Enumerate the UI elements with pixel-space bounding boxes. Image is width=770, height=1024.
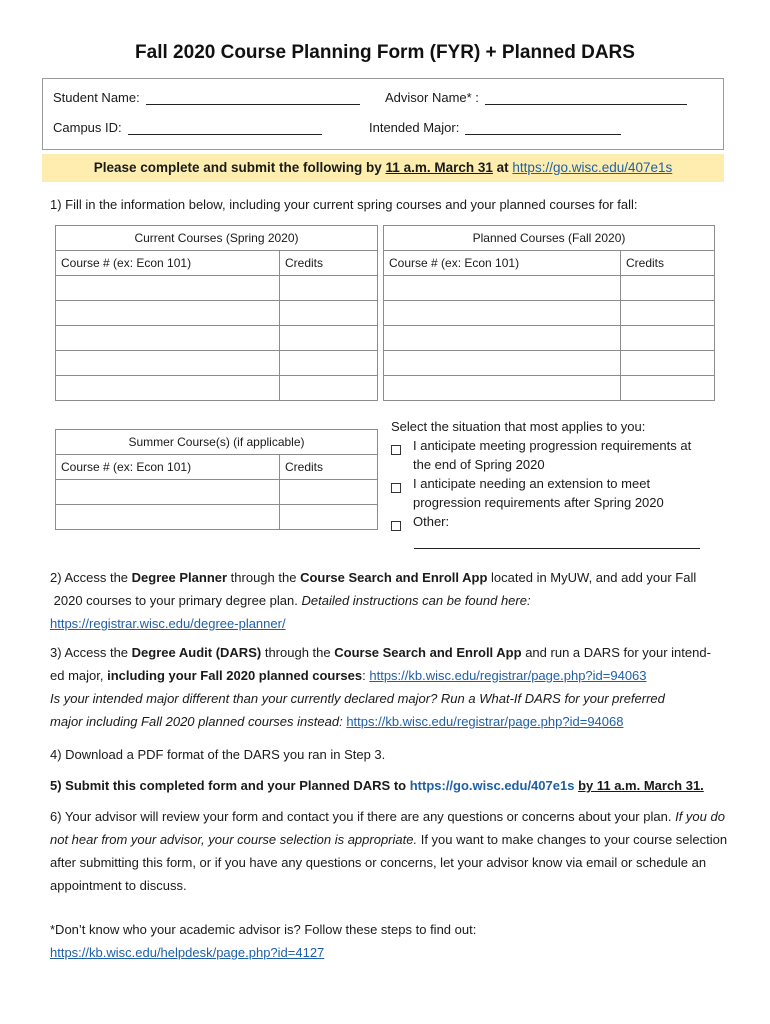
situation-option-1[interactable]: I anticipate meeting progression requirements at the end of Spring 2020	[391, 436, 711, 474]
table-row[interactable]	[384, 376, 715, 401]
planned-credits-col: Credits	[621, 251, 715, 276]
table-row[interactable]	[56, 326, 378, 351]
table-row[interactable]	[384, 276, 715, 301]
current-courses-header: Current Courses (Spring 2020)	[56, 226, 378, 251]
campus-id-field[interactable]	[53, 120, 322, 135]
degree-planner-link[interactable]: https://registrar.wisc.edu/degree-planner/	[50, 616, 286, 631]
checkbox-icon[interactable]	[391, 445, 401, 455]
banner-deadline: 11 a.m. March 31	[385, 160, 493, 175]
student-info-box	[42, 78, 724, 150]
step-3: 3) Access the Degree Audit (DARS) through the Course Search and Enroll App and run a DARS for your intend- ed major, including your Fall 2020 planned courses: https://kb.wisc.edu/registrar/page.php?id=94063 Is your intended major different than your currently declared major? Run a What-If DARS for your preferred major including Fall 2020 planned courses instead: https://kb.wisc.edu/registrar/page.php?id=94068	[50, 645, 711, 729]
current-course-col: Course # (ex: Econ 101)	[56, 251, 280, 276]
student-name-label: Student Name:	[53, 90, 140, 105]
situation-option-2[interactable]: I anticipate needing an extension to meet progression requirements after Spring 2020	[391, 474, 711, 512]
step-4: 4) Download a PDF format of the DARS you ran in Step 3.	[50, 747, 386, 762]
table-row[interactable]	[56, 376, 378, 401]
summer-credits-col: Credits	[280, 455, 378, 480]
advisor-name-label: Advisor Name* :	[385, 90, 479, 105]
campus-id-label: Campus ID:	[53, 120, 122, 135]
situation-prompt: Select the situation that most applies to you:	[391, 419, 646, 434]
other-input-line[interactable]	[414, 548, 700, 549]
planned-courses-header: Planned Courses (Fall 2020)	[384, 226, 715, 251]
submit-link[interactable]: https://go.wisc.edu/407e1s	[409, 778, 575, 793]
situation-option-3[interactable]: Other:	[391, 512, 711, 536]
current-credits-col: Credits	[280, 251, 378, 276]
dars-link[interactable]: https://kb.wisc.edu/registrar/page.php?id=94063	[369, 668, 647, 683]
step-5: 5) Submit this completed form and your Planned DARS to https://go.wisc.edu/407e1s by 11 a.m. March 31.	[50, 778, 704, 793]
table-row[interactable]	[56, 301, 378, 326]
table-row[interactable]	[384, 351, 715, 376]
advisor-name-field[interactable]	[385, 90, 687, 105]
banner-link[interactable]: https://go.wisc.edu/407e1s	[512, 160, 673, 175]
checkbox-icon[interactable]	[391, 521, 401, 531]
page-title: Fall 2020 Course Planning Form (FYR) + Planned DARS	[135, 42, 635, 63]
current-courses-table	[55, 225, 378, 401]
table-row[interactable]	[56, 276, 378, 301]
intended-major-label: Intended Major:	[369, 120, 460, 135]
table-row[interactable]	[384, 326, 715, 351]
checkbox-icon[interactable]	[391, 483, 401, 493]
planned-course-col: Course # (ex: Econ 101)	[384, 251, 621, 276]
summer-courses-table	[55, 429, 378, 530]
what-if-dars-link[interactable]: https://kb.wisc.edu/registrar/page.php?id=94068	[346, 714, 624, 729]
helpdesk-link[interactable]: https://kb.wisc.edu/helpdesk/page.php?id=4127	[50, 945, 325, 960]
table-row[interactable]	[384, 301, 715, 326]
advisor-footer: *Don’t know who your academic advisor is? Follow these steps to find out: https://kb.wisc.edu/helpdesk/page.php?id=4127	[50, 922, 477, 960]
intended-major-field[interactable]	[369, 120, 621, 135]
situation-section	[391, 417, 711, 536]
planned-courses-table	[383, 225, 715, 401]
deadline-banner: Please complete and submit the following by 11 a.m. March 31 at https://go.wisc.edu/407e1s	[42, 154, 724, 182]
table-row[interactable]	[56, 505, 378, 530]
table-row[interactable]	[56, 480, 378, 505]
step-6: 6) Your advisor will review your form and contact you if there are any questions or concerns about your plan. If you do not hear from your advisor, your course selection is appropriate. If you want to make changes to your course selection after submitting this form, or if you have any questions or concerns, let your advisor know via email or schedule an appointment to discuss.	[50, 809, 728, 893]
summer-course-col: Course # (ex: Econ 101)	[56, 455, 280, 480]
table-row[interactable]	[56, 351, 378, 376]
step-2: 2) Access the Degree Planner through the Course Search and Enroll App located in MyUW, and add your Fall 2020 courses to your primary degree plan. Detailed instructions can be found here: https://registrar.wisc.edu/degree-planner/	[50, 570, 697, 631]
student-name-field[interactable]	[53, 90, 360, 105]
summer-courses-header: Summer Course(s) (if applicable)	[56, 430, 378, 455]
step-1-text: 1) Fill in the information below, including your current spring courses and your planned courses for fall:	[50, 197, 638, 212]
